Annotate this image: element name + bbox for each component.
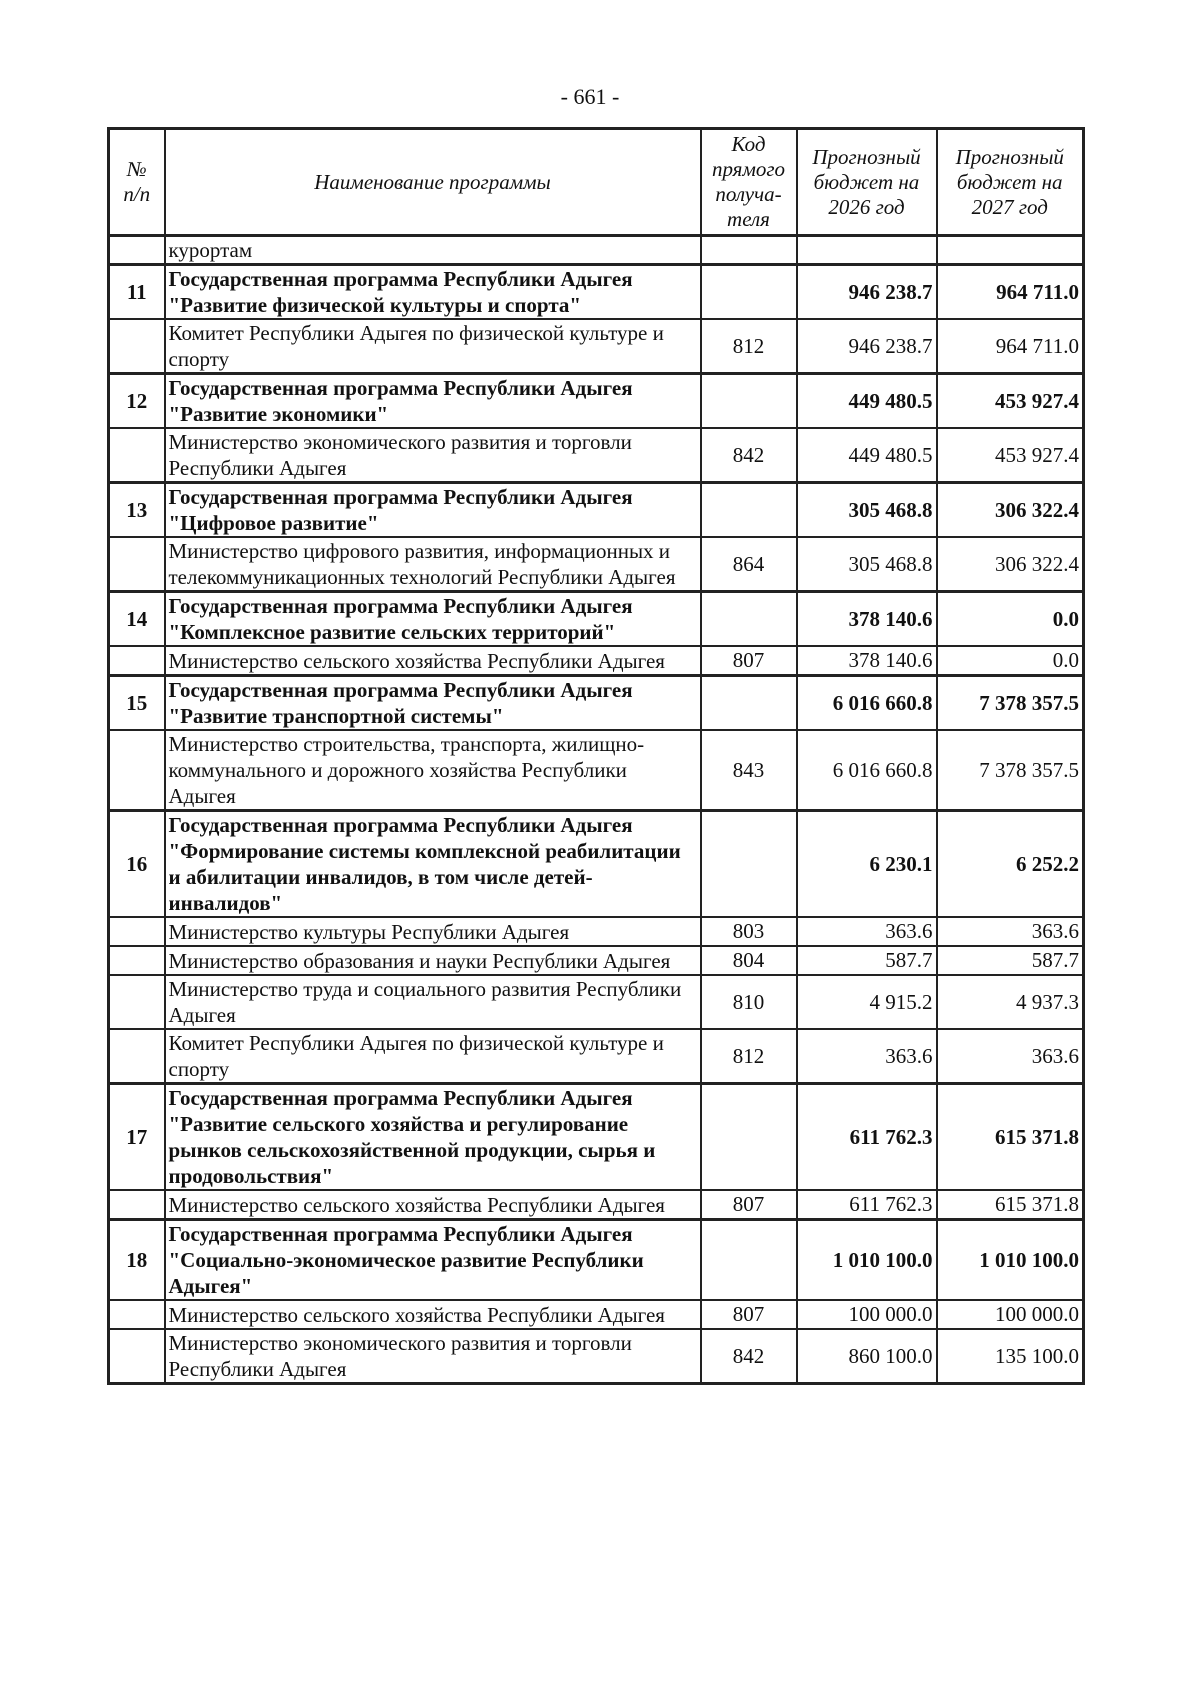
recipient-code [701, 592, 797, 647]
row-number: 12 [109, 374, 165, 429]
header-code-label: Код прямого получа- теля [711, 132, 786, 231]
program-name: Министерство труда и социального развития Республики Адыгея [165, 975, 701, 1029]
row-number: 13 [109, 483, 165, 538]
header-number-label: № п/п [123, 157, 151, 206]
row-number [109, 537, 165, 592]
budget-2026: 363.6 [797, 917, 937, 946]
recipient-row [109, 917, 1084, 946]
row-number [109, 1190, 165, 1220]
budget-2026: 6 016 660.8 [797, 730, 937, 811]
program-name: Государственная программа Республики Адыгея "Развитие экономики" [165, 374, 701, 429]
program-name: Комитет Республики Адыгея по физической культуре и спорту [165, 1029, 701, 1084]
recipient-code: 864 [701, 537, 797, 592]
program-row [109, 265, 1084, 320]
row-number [109, 730, 165, 811]
row-number [109, 1300, 165, 1329]
recipient-code: 842 [701, 428, 797, 483]
recipient-code [701, 265, 797, 320]
budget-2027: 453 927.4 [937, 374, 1084, 429]
program-name: Государственная программа Республики Адыгея "Социально-экономическое развитие Республики Адыгея" [165, 1220, 701, 1301]
budget-2027: 7 378 357.5 [937, 730, 1084, 811]
recipient-code [701, 811, 797, 918]
program-name: Государственная программа Республики Адыгея "Цифровое развитие" [165, 483, 701, 538]
row-number [109, 975, 165, 1029]
header-name-label: Наименование программы [314, 169, 551, 194]
recipient-code: 807 [701, 1300, 797, 1329]
budget-2027: 453 927.4 [937, 428, 1084, 483]
recipient-code [701, 676, 797, 731]
program-row [109, 811, 1084, 918]
budget-2026 [797, 236, 937, 265]
budget-2026: 378 140.6 [797, 646, 937, 676]
recipient-row [109, 1300, 1084, 1329]
header-number [109, 129, 165, 236]
recipient-row [109, 646, 1084, 676]
recipient-code: 807 [701, 1190, 797, 1220]
budget-2026: 305 468.8 [797, 537, 937, 592]
program-name: Министерство сельского хозяйства Республики Адыгея [165, 1190, 701, 1220]
budget-2026: 4 915.2 [797, 975, 937, 1029]
budget-table [107, 127, 1085, 1385]
recipient-code [701, 1220, 797, 1301]
program-name: Министерство образования и науки Республики Адыгея [165, 946, 701, 975]
budget-2027: 1 010 100.0 [937, 1220, 1084, 1301]
program-name: Государственная программа Республики Адыгея "Комплексное развитие сельских территорий" [165, 592, 701, 647]
recipient-row [109, 946, 1084, 975]
row-number [109, 917, 165, 946]
budget-2026: 449 480.5 [797, 374, 937, 429]
recipient-code [701, 236, 797, 265]
row-number [109, 1029, 165, 1084]
recipient-code [701, 483, 797, 538]
budget-2027: 6 252.2 [937, 811, 1084, 918]
budget-2027: 4 937.3 [937, 975, 1084, 1029]
table-header-row [109, 129, 1084, 236]
recipient-row [109, 428, 1084, 483]
budget-2027: 964 711.0 [937, 319, 1084, 374]
row-number: 11 [109, 265, 165, 320]
budget-2026: 6 230.1 [797, 811, 937, 918]
recipient-row [109, 1029, 1084, 1084]
budget-2027 [937, 236, 1084, 265]
recipient-code: 803 [701, 917, 797, 946]
program-row [109, 1220, 1084, 1301]
header-budget-2026 [797, 129, 937, 236]
program-row [109, 374, 1084, 429]
program-name: Министерство сельского хозяйства Республики Адыгея [165, 646, 701, 676]
program-name: Министерство экономического развития и торговли Республики Адыгея [165, 428, 701, 483]
recipient-row [109, 1329, 1084, 1384]
header-budget-2027 [937, 129, 1084, 236]
program-name: Государственная программа Республики Адыгея "Развитие транспортной системы" [165, 676, 701, 731]
header-budget-2027-label: Прогнозный бюджет на 2027 год [955, 144, 1064, 219]
budget-2026: 6 016 660.8 [797, 676, 937, 731]
row-number [109, 319, 165, 374]
budget-2026: 100 000.0 [797, 1300, 937, 1329]
program-row [109, 676, 1084, 731]
recipient-row [109, 319, 1084, 374]
program-name: Министерство экономического развития и торговли Республики Адыгея [165, 1329, 701, 1384]
recipient-row [109, 537, 1084, 592]
recipient-row [109, 236, 1084, 265]
budget-2026: 1 010 100.0 [797, 1220, 937, 1301]
recipient-code: 807 [701, 646, 797, 676]
program-name: Министерство сельского хозяйства Республики Адыгея [165, 1300, 701, 1329]
program-name: Министерство цифрового развития, информационных и телекоммуникационных технологий Республики Адыгея [165, 537, 701, 592]
budget-2026: 378 140.6 [797, 592, 937, 647]
row-number [109, 946, 165, 975]
recipient-code: 842 [701, 1329, 797, 1384]
recipient-code [701, 1084, 797, 1191]
program-name: Министерство строительства, транспорта, жилищно-коммунального и дорожного хозяйства Республики Адыгея [165, 730, 701, 811]
budget-2026: 611 762.3 [797, 1084, 937, 1191]
budget-2027: 587.7 [937, 946, 1084, 975]
budget-2026: 587.7 [797, 946, 937, 975]
program-name: Министерство культуры Республики Адыгея [165, 917, 701, 946]
budget-2027: 615 371.8 [937, 1084, 1084, 1191]
budget-2027: 306 322.4 [937, 483, 1084, 538]
page-number: - 661 - [560, 84, 620, 109]
budget-2026: 305 468.8 [797, 483, 937, 538]
row-number: 17 [109, 1084, 165, 1191]
program-row [109, 1084, 1084, 1191]
header-name [165, 129, 701, 236]
table-body [109, 236, 1084, 1384]
program-name: Государственная программа Республики Адыгея "Развитие физической культуры и спорта" [165, 265, 701, 320]
recipient-code: 812 [701, 319, 797, 374]
recipient-row [109, 1190, 1084, 1220]
recipient-row [109, 975, 1084, 1029]
recipient-code: 812 [701, 1029, 797, 1084]
budget-2027: 363.6 [937, 917, 1084, 946]
header-code [701, 129, 797, 236]
budget-2027: 100 000.0 [937, 1300, 1084, 1329]
budget-2027: 615 371.8 [937, 1190, 1084, 1220]
budget-2026: 611 762.3 [797, 1190, 937, 1220]
recipient-code: 804 [701, 946, 797, 975]
header-budget-2026-label: Прогнозный бюджет на 2026 год [812, 144, 921, 219]
program-row [109, 483, 1084, 538]
budget-2027: 7 378 357.5 [937, 676, 1084, 731]
program-name: Государственная программа Республики Адыгея "Формирование системы комплексной реабилитации и абилитации инвалидов, в том числе детей-инвалидов" [165, 811, 701, 918]
program-row [109, 592, 1084, 647]
row-number [109, 646, 165, 676]
row-number: 16 [109, 811, 165, 918]
row-number: 18 [109, 1220, 165, 1301]
budget-2026: 946 238.7 [797, 265, 937, 320]
row-number: 14 [109, 592, 165, 647]
budget-2027: 964 711.0 [937, 265, 1084, 320]
row-number [109, 236, 165, 265]
budget-2027: 306 322.4 [937, 537, 1084, 592]
budget-2027: 363.6 [937, 1029, 1084, 1084]
program-name: Государственная программа Республики Адыгея "Развитие сельского хозяйства и регулирование рынков сельскохозяйственной продукции, сырья и продовольствия" [165, 1084, 701, 1191]
budget-2026: 363.6 [797, 1029, 937, 1084]
program-name: курортам [165, 236, 701, 265]
budget-2027: 0.0 [937, 592, 1084, 647]
row-number: 15 [109, 676, 165, 731]
budget-2027: 135 100.0 [937, 1329, 1084, 1384]
recipient-code: 810 [701, 975, 797, 1029]
budget-2027: 0.0 [937, 646, 1084, 676]
program-name: Комитет Республики Адыгея по физической культуре и спорту [165, 319, 701, 374]
recipient-code: 843 [701, 730, 797, 811]
row-number [109, 428, 165, 483]
row-number [109, 1329, 165, 1384]
budget-2026: 449 480.5 [797, 428, 937, 483]
budget-2026: 860 100.0 [797, 1329, 937, 1384]
budget-2026: 946 238.7 [797, 319, 937, 374]
recipient-code [701, 374, 797, 429]
recipient-row [109, 730, 1084, 811]
